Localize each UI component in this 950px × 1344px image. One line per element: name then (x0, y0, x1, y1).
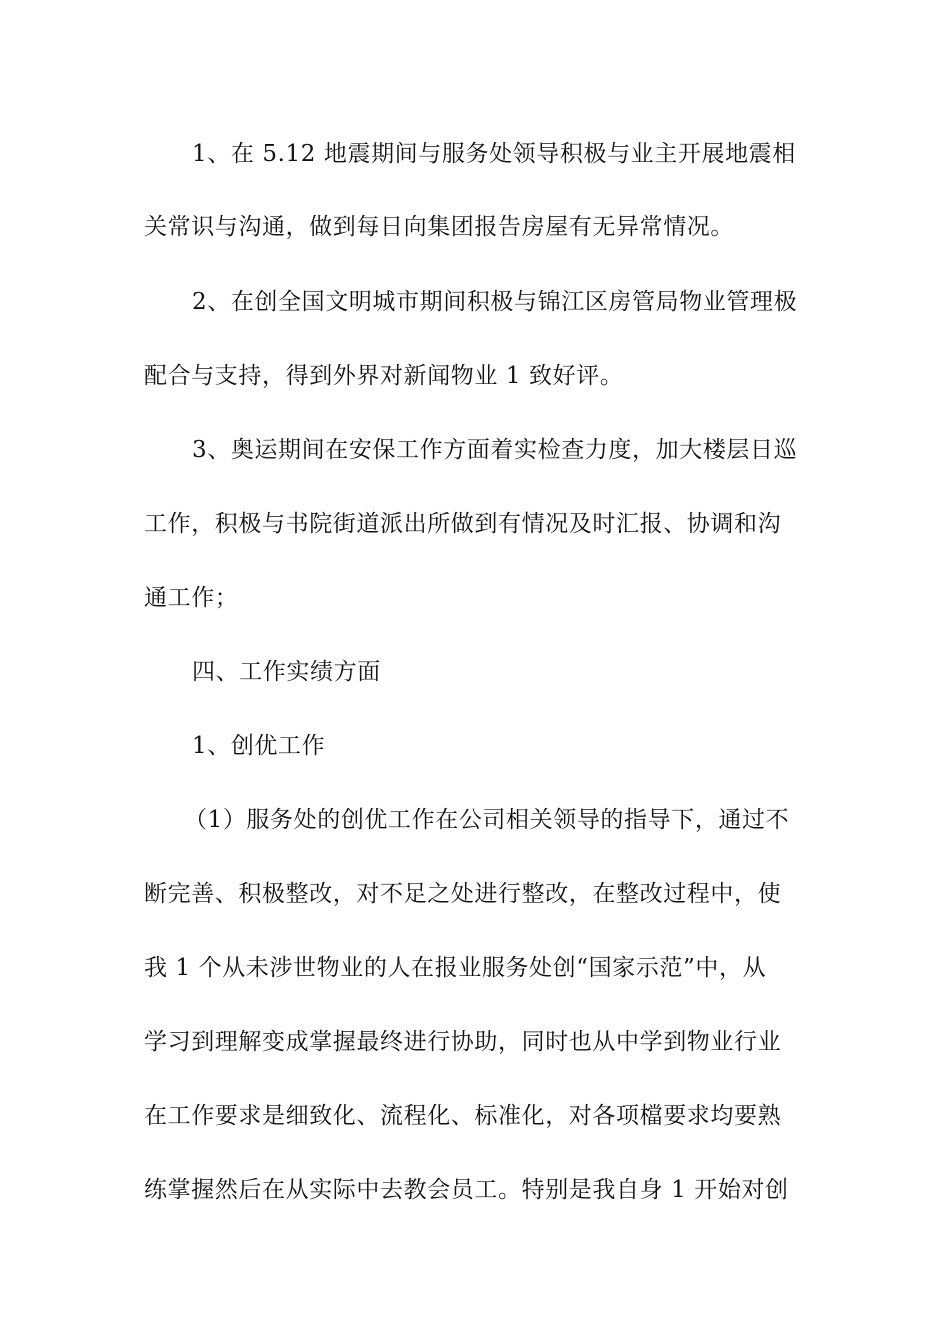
subsection-heading: 1、创优工作 (192, 733, 326, 759)
paragraph-4-line-4: 学习到理解变成掌握最终进行协助，同时也从中学到物业行业 (144, 1029, 782, 1055)
paragraph-3-line-3: 通工作； (144, 585, 239, 611)
section-heading: 四、工作实绩方面 (192, 659, 381, 685)
paragraph-2-line-2: 配合与支持，得到外界对新闻物业 1 致好评。 (144, 363, 624, 389)
paragraph-3-line-2: 工作，积极与书院街道派出所做到有情况及时汇报、协调和沟 (144, 511, 782, 537)
paragraph-4-line-6: 练掌握然后在从实际中去教会员工。特别是我自身 1 开始对创 (144, 1177, 789, 1203)
paragraph-3-line-1: 3、奥运期间在安保工作方面着实检查力度，加大楼层日巡 (192, 437, 798, 463)
paragraph-2-line-1: 2、在创全国文明城市期间积极与锦江区房管局物业管理极 (192, 289, 798, 315)
paragraph-4-line-1: （1）服务处的创优工作在公司相关领导的指导下，通过不 (184, 807, 790, 833)
paragraph-4-line-5: 在工作要求是细致化、流程化、标准化，对各项檔要求均要熟 (144, 1103, 782, 1129)
paragraph-4-line-2: 断完善、积极整改，对不足之处进行整改，在整改过程中，使 (144, 881, 782, 907)
paragraph-1-line-1: 1、在 5.12 地震期间与服务处领导积极与业主开展地震相 (192, 141, 796, 167)
paragraph-4-line-3: 我 1 个从未涉世物业的人在报业服务处创“国家示范”中，从 (144, 955, 767, 981)
paragraph-1-line-2: 关常识与沟通，做到每日向集团报告房屋有无异常情况。 (144, 214, 734, 240)
